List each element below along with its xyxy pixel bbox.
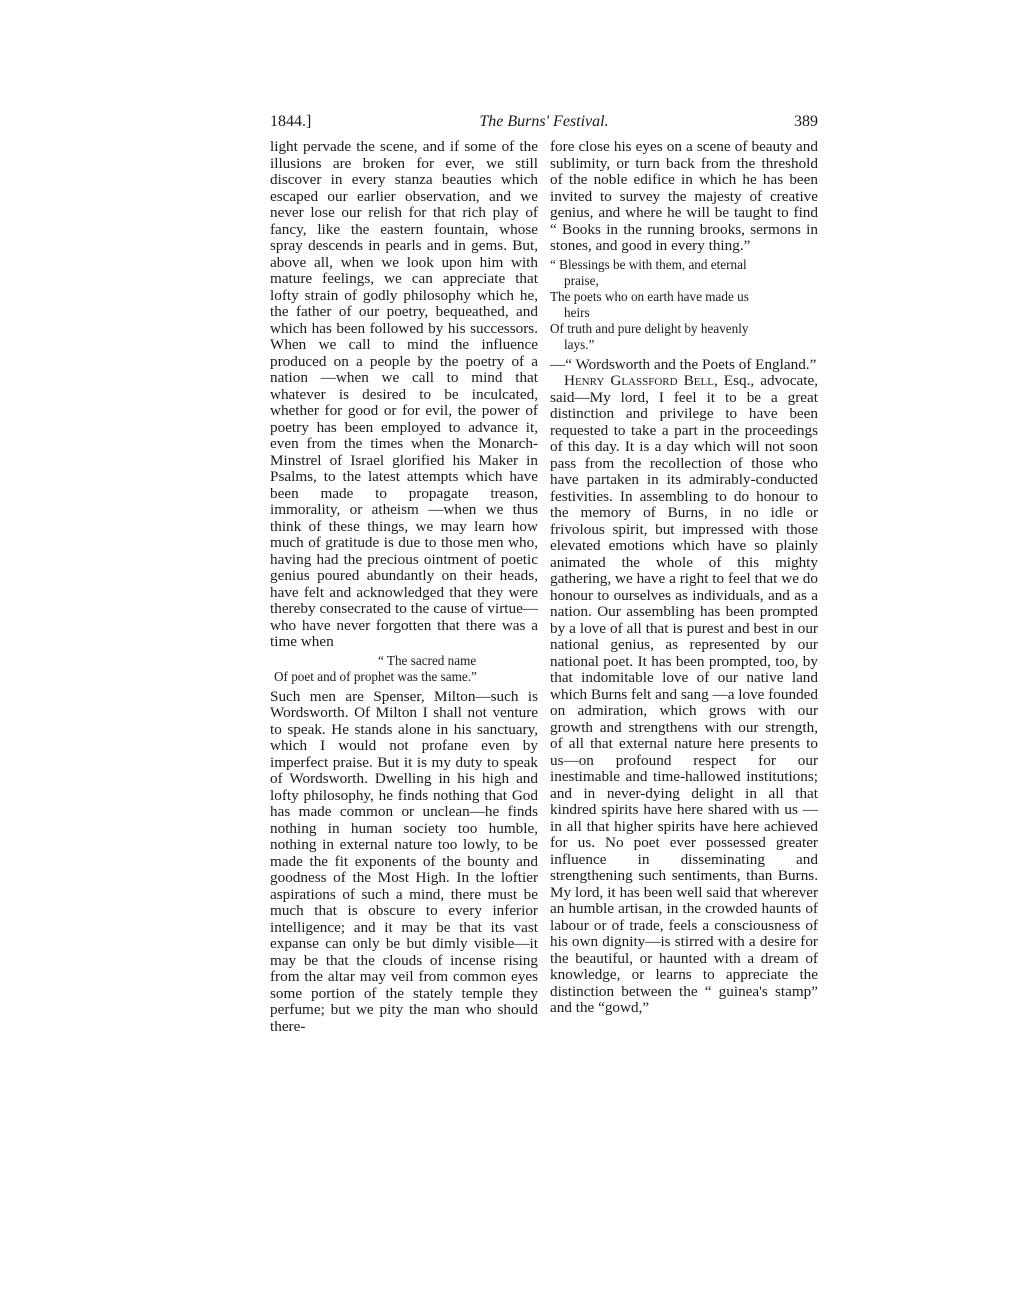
verse-line-2-wrap: heirs: [564, 304, 590, 320]
verse-quotation: [550, 257, 818, 353]
verse-line-3: Of truth and pure delight by heavenly: [550, 320, 749, 336]
left-column: [270, 139, 538, 1035]
verse-line-1: “ Blessings be with them, and eternal: [550, 256, 747, 272]
verse-line-1-wrap: praise,: [564, 272, 599, 288]
speech-text: , Esq., advocate, said—My lord, I feel it to be a great distinction and privilege to have been requested to take a part in the proceedings of this day. It is a day which will not soon pass from the recollection of those who have partaken in its admirably-conducted festivities. In assembling to do honour to the memory of Burns, in no idle or frivolous spirit, but impressed with those elevated emotions which have so plainly animated the whole of this mighty gathering, we have a right to feel that we do honour to ourselves as individuals, and as a nation. Our assembling has been prompted by a love of all that is purest and best in our national genius, as represented by our national poet. It has been prompted, too, by that indomitable love of our native land which Burns felt and sang —a love founded on admiration, which grows with our growth and strengthens with our strength, of all that external nature here presents to us—on profound respect for our inestimable and time-hallowed institutions; and in never-dying delight in all that kindred spirits have here shared with us —in all that higher spirits have here achieved for us. No poet ever possessed greater influence in disseminating and strengthening such sentiments, than Burns. My lord, it has been well said that wherever an humble artisan, in the crowded haunts of labour or of trade, feels a consciousness of his own dignity—is stirred with a desire for the beautiful, or haunted with a dream of knowledge, or learns to appreciate the distinction between the “ guinea's stamp” and the “gowd,”: [550, 372, 818, 1016]
toast-line: —“ Wordsworth and the Poets of England.”: [550, 355, 817, 373]
verse-line-3-wrap: lays.”: [564, 336, 595, 352]
left-paragraph-2: Such men are Spenser, Milton—such is Wordsworth. Of Milton I shall not venture to speak. He stands alone in his sanctuary, which I would not profane even by imperfect praise. But it is my duty to speak of Wordsworth. Dwelling in his high and lofty philosophy, he finds nothing that God has made common or unclean—he finds nothing in human society too humble, nothing in external nature too lowly, to be made the fit exponents of the bounty and goodness of the Most High. In the loftier aspirations of such a mind, there must be much that is obscure to every inferior intelligence; and it may be that its vast expanse can only be but dimly visible—it may be that the clouds of incense rising from the altar may veil from common eyes some portion of the stately temple they perfume; but we pity the man who should there-: [270, 687, 538, 1035]
quote-line-1: “ The sacred name: [378, 652, 477, 668]
right-column: [550, 139, 818, 1017]
quote-line-2: Of poet and of prophet was the same.”: [274, 668, 477, 684]
header-year: 1844.]: [270, 113, 312, 130]
header-title: The Burns' Festival.: [479, 113, 609, 130]
speaker-name: Henry Glassford Bell: [564, 372, 714, 389]
page-number: 389: [794, 113, 818, 130]
right-paragraph-1: fore close his eyes on a scene of beauty and sublimity, or turn back from the threshold of the noble edifice in which he has been invited to survey the majesty of creative genius, and where he will be taught to find “ Books in the running brooks, sermons in stones, and good in every thing.”: [550, 138, 818, 254]
left-paragraph-1: light pervade the scene, and if some of the illusions are broken for ever, we still discover in every stanza beauties which escaped our earlier observation, and we never lose our relish for that rich play of fancy, like the eastern fountain, whose spray descends in pearls and in gems. But, above all, when we look upon him with mature feelings, we can appreciate that lofty strain of godly philosophy which he, the father of our poetry, bequeathed, and which has been followed by his successors. When we call to mind the influence produced on a people by the poetry of a nation —when we call to mind that whatever is desired to be inculcated, whether for good or for evil, the power of poetry has been employed to advance it, even from the times when the Monarch-Minstrel of Israel glorified his Maker in Psalms, to the latest attempts which have been made to propagate treason, immorality, or atheism —when we thus think of these things, we may learn how much of gratitude is due to those men who, having had the precious ointment of poetic genius poured abundantly on their heads, have felt and acknowledged that they were thereby consecrated to the cause of virtue—who have never forgotten that there was a time when: [270, 138, 538, 650]
left-quotation: [270, 653, 538, 685]
right-paragraph-2: [550, 373, 818, 1017]
verse-line-2: The poets who on earth have made us: [550, 288, 749, 304]
running-header: [270, 113, 818, 137]
